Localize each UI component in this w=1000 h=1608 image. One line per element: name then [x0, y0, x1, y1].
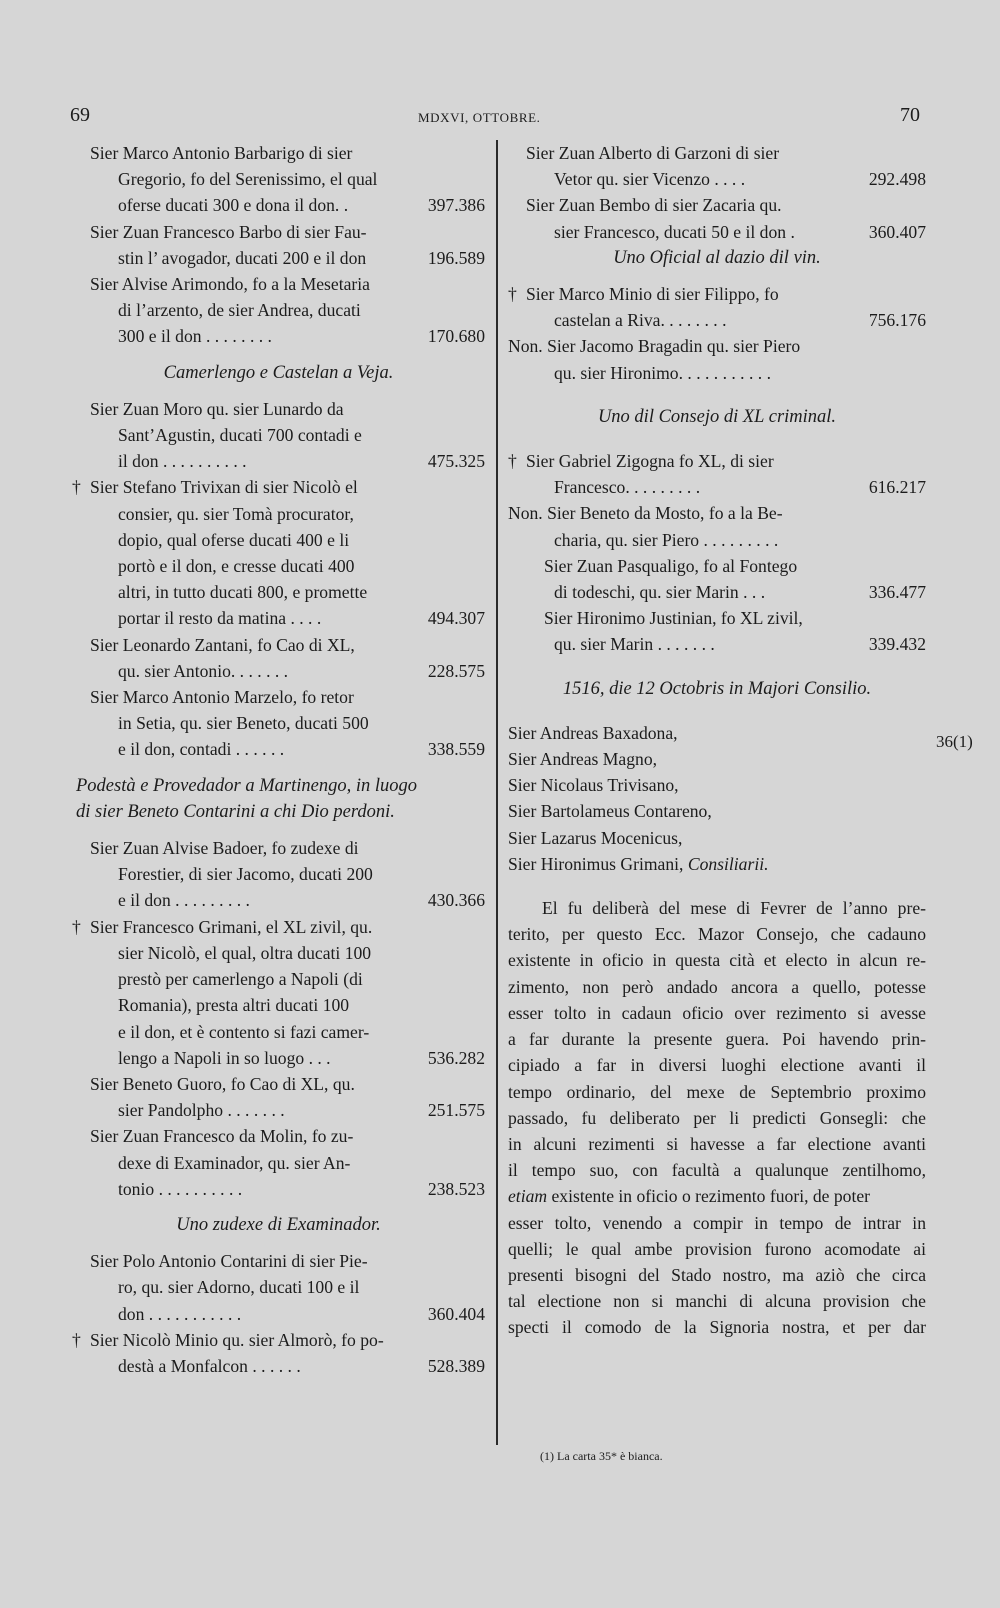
entry: [72, 140, 485, 219]
text-line: [508, 631, 926, 657]
entry: [72, 1123, 485, 1202]
text-line: Non. Sier Jacomo Bragadin qu. sier Piero: [508, 336, 801, 357]
text-line: presenti bisogni del Stado nostro, ma aziò che circa: [508, 1264, 926, 1285]
section-heading: Camerlengo e Castelan a Veja.: [163, 362, 394, 383]
vote-count: 251.575: [427, 1100, 485, 1121]
text-line: Sier Beneto Guoro, fo Cao di XL, qu.: [90, 1073, 355, 1094]
line-text: tonio . . . . . . . . . .: [118, 1178, 243, 1199]
text-line: sier Nicolò, el qual, oltra ducati 100: [118, 942, 372, 963]
line-text: Sier Marco Minio di sier Filippo, fo: [526, 284, 779, 305]
dagger-mark: †: [508, 451, 517, 472]
text-line: esser tolto, venendo a compir in tempo de intrar in: [508, 1212, 926, 1233]
entry: [508, 605, 926, 657]
text-line: [72, 1353, 485, 1379]
text-line: Romania), presta altri ducati 100: [118, 995, 350, 1016]
entry: [72, 271, 485, 350]
vote-count: 756.176: [868, 310, 926, 331]
line-text: portar il resto da matina . . . .: [118, 608, 322, 629]
text-line: dexe di Examinador, qu. sier An-: [118, 1152, 351, 1173]
entry: [508, 500, 926, 552]
vote-count: 475.325: [427, 451, 485, 472]
vote-count: 338.559: [427, 739, 485, 760]
vote-count: 170.680: [427, 326, 485, 347]
line-text: Sier Hironimus Grimani,: [508, 853, 688, 874]
vote-count: 397.386: [427, 195, 485, 216]
vote-count: 336.477: [868, 582, 926, 603]
section-heading: 1516, die 12 Octobris in Majori Consilio.: [562, 678, 872, 699]
line-text: Sier Stefano Trivixan di sier Nicolò el: [90, 477, 358, 498]
entry: [72, 1248, 485, 1327]
vote-count: 196.589: [427, 247, 485, 268]
text-line: in alcuni rezimenti si havesse a far electione avanti: [508, 1133, 926, 1154]
text-line: [72, 1045, 485, 1071]
text-line: portò e il don, e cresse ducati 400: [118, 556, 355, 577]
text-line: [72, 1301, 485, 1327]
text-line: [508, 219, 926, 245]
text-line: cipiado a far in diversi luoghi electione avanti il: [508, 1055, 926, 1076]
text-line: specti il comodo de la Signoria nostra, et per dar: [508, 1317, 926, 1338]
text-line: [72, 914, 485, 940]
councillor-name: Sier Bartolameus Contareno,: [508, 801, 712, 822]
text-line: passado, fu deliberato per li predicti Gonsegli: che: [508, 1107, 926, 1128]
text-line: Sier Zuan Alberto di Garzoni di sier: [526, 143, 780, 163]
text-line: [508, 448, 926, 474]
councillor-name: Sier Nicolaus Trivisano,: [508, 775, 679, 796]
text-line: altri, in tutto ducati 800, e promette: [118, 582, 368, 603]
vote-count: 360.404: [427, 1303, 485, 1324]
text-line: Forestier, di sier Jacomo, ducati 200: [118, 864, 373, 885]
entry: [72, 914, 485, 1071]
text-line: [72, 448, 485, 474]
line-text: di todeschi, qu. sier Marin . . .: [554, 582, 766, 603]
text-line: Sier Zuan Bembo di sier Zacaria qu.: [526, 195, 782, 216]
text-line: tempo ordinario, del mexe de Septembrio proximo: [508, 1081, 926, 1102]
text-line: [72, 1176, 485, 1202]
text-line: Sier Zuan Francesco Barbo di sier Fau-: [90, 221, 367, 242]
entry: [72, 684, 485, 763]
text-line: prestò per camerlengo a Napoli (di: [118, 969, 363, 990]
line-text: Sier Francesco Grimani, el XL zivil, qu.: [90, 916, 373, 937]
text-line: e il don, et è contento si fazi camer-: [118, 1021, 370, 1042]
italic-text: etiam: [508, 1186, 548, 1207]
text-line: Gregorio, fo del Serenissimo, el qual: [118, 169, 378, 190]
text-line: [72, 323, 485, 349]
text-line: [72, 192, 485, 218]
body-paragraph: [508, 895, 926, 1340]
running-title: MDXVI, OTTOBRE.: [418, 110, 541, 125]
text-line: [72, 658, 485, 684]
line-text: sier Pandolpho . . . . . . .: [118, 1100, 285, 1121]
section-heading: Uno Oficial al dazio dil vin.: [613, 247, 821, 268]
line-text: don . . . . . . . . . . .: [118, 1303, 242, 1324]
dagger-mark: †: [508, 284, 517, 305]
text-line: El fu deliberà del mese di Fevrer de l’anno pre-: [542, 898, 926, 919]
section-heading: Podestà e Provedador a Martinengo, in luogo: [76, 775, 418, 796]
text-line: il tempo suo, con facultà a qualunque zentilhomo,: [508, 1160, 926, 1181]
text-line: charia, qu. sier Piero . . . . . . . . .: [554, 529, 779, 550]
text-line: Sier Marco Antonio Barbarigo di sier: [90, 143, 353, 163]
text-line: di l’arzento, de sier Andrea, ducati: [118, 300, 361, 321]
text-line: ro, qu. sier Adorno, ducati 100 e il: [118, 1277, 360, 1298]
vote-count: 228.575: [427, 660, 485, 681]
text-line: [72, 605, 485, 631]
footnote: (1) La carta 35* è bianca.: [540, 1449, 663, 1463]
councillor-name: Sier Andreas Magno,: [508, 749, 658, 770]
text-line: [72, 736, 485, 762]
text-line: [508, 1183, 926, 1209]
text-line: Sier Polo Antonio Contarini di sier Pie-: [90, 1251, 368, 1272]
line-text: e il don . . . . . . . . .: [118, 890, 250, 911]
entry: [72, 219, 485, 271]
entry: [508, 448, 926, 500]
text-line: in Setia, qu. sier Beneto, ducati 500: [118, 713, 369, 734]
vote-count: 238.523: [427, 1178, 485, 1199]
text-line: Sier Zuan Pasqualigo, fo al Fontego: [544, 555, 798, 576]
italic-text: Consiliarii.: [687, 853, 769, 874]
text-line: quelli; le qual ambe provision furono acomodate ai: [508, 1238, 926, 1259]
line-text: il don . . . . . . . . . .: [118, 451, 247, 472]
page-number-left: 69: [70, 104, 90, 126]
entry: [72, 396, 485, 475]
text-line: [72, 1327, 485, 1353]
text-line: existente in oficio in questa cità et electo in alcun re-: [508, 950, 926, 971]
entry: [508, 553, 926, 605]
text-line: [508, 281, 926, 307]
line-text: e il don, contadi . . . . . .: [118, 739, 285, 760]
line-text: existente in oficio o rezimento fuori, de poter: [547, 1186, 871, 1207]
entry: [508, 333, 926, 385]
vote-count: 616.217: [868, 477, 926, 498]
section-heading: Uno zudexe di Examinador.: [176, 1214, 381, 1235]
text-line: Sier Leonardo Zantani, fo Cao di XL,: [90, 634, 355, 655]
text-line: [72, 245, 485, 271]
vote-count: 360.407: [868, 221, 926, 242]
text-line: Sier Hironimo Justinian, fo XL zivil,: [544, 608, 803, 629]
text-line: Sier Marco Antonio Marzelo, fo retor: [90, 687, 354, 708]
entry: [508, 281, 926, 333]
line-text: Francesco. . . . . . . . .: [554, 477, 701, 498]
entry: [508, 140, 926, 192]
section-heading: di sier Beneto Contarini a chi Dio perdoni.: [76, 801, 395, 822]
text-line: [72, 1097, 485, 1123]
dagger-mark: †: [72, 916, 81, 937]
text-line: [508, 166, 926, 192]
vote-count: 536.282: [427, 1047, 485, 1068]
text-line: Sier Zuan Moro qu. sier Lunardo da: [90, 398, 344, 419]
text-line: [72, 474, 485, 500]
line-text: castelan a Riva. . . . . . . .: [554, 310, 727, 331]
text-line: terito, per questo Ecc. Mazor Consejo, che cadauno: [508, 924, 926, 945]
section-heading: Uno dil Consejo di XL criminal.: [597, 406, 837, 427]
entry: [508, 192, 926, 244]
text-line: a far durante la presente guera. Poi havendo prin-: [508, 1029, 926, 1050]
text-line: zimento, non però andado ancora a quello, potesse: [508, 976, 926, 997]
vote-count: 528.389: [427, 1355, 485, 1376]
text-line: qu. sier Hironimo. . . . . . . . . . .: [554, 362, 771, 383]
line-text: lengo a Napoli in so luogo . . .: [118, 1047, 331, 1068]
text-line: dopio, qual oferse ducati 400 e li: [118, 529, 350, 550]
text-line: Sier Zuan Francesco da Molin, fo zu-: [90, 1126, 354, 1147]
text-line: [508, 307, 926, 333]
councillor-name: [508, 851, 926, 877]
entry: [72, 474, 485, 631]
line-text: Sier Nicolò Minio qu. sier Almorò, fo po-: [90, 1329, 384, 1350]
line-text: stin l’ avogador, ducati 200 e il don: [118, 247, 367, 268]
page-header: [0, 104, 1000, 134]
line-text: qu. sier Marin . . . . . . .: [554, 634, 715, 655]
vote-count: 292.498: [868, 169, 926, 190]
text-line: [508, 474, 926, 500]
margin-note: 36(1): [936, 732, 973, 751]
text-line: esser tolto in cadaun oficio over rezimento si avesse: [508, 1002, 926, 1023]
text-line: Sant’Agustin, ducati 700 contadi e: [118, 425, 362, 446]
councillor-name: Sier Andreas Baxadona,: [508, 722, 678, 743]
line-text: Sier Gabriel Zigogna fo XL, di sier: [526, 451, 774, 472]
text-line: Sier Zuan Alvise Badoer, fo zudexe di: [90, 838, 359, 859]
line-text: qu. sier Antonio. . . . . . .: [118, 660, 289, 681]
page-number-right: 70: [900, 104, 920, 126]
text-line: tal electione non si manchi di alcuna provision che: [508, 1291, 926, 1312]
vote-count: 494.307: [427, 608, 485, 629]
entry: [72, 835, 485, 914]
entry: [72, 632, 485, 684]
text-line: Sier Alvise Arimondo, fo a la Mesetaria: [90, 274, 370, 295]
line-text: oferse ducati 300 e dona il don. .: [118, 195, 349, 216]
entry: [72, 1327, 485, 1379]
line-text: Vetor qu. sier Vicenzo . . . .: [554, 169, 746, 190]
left-column: [72, 140, 485, 1379]
text-line: [72, 887, 485, 913]
councillor-name: Sier Lazarus Mocenicus,: [508, 827, 683, 848]
text-line: consier, qu. sier Tomà procurator,: [118, 503, 354, 524]
text-line: Non. Sier Beneto da Mosto, fo a la Be-: [508, 503, 783, 524]
right-column: [508, 140, 926, 1341]
line-text: 300 e il don . . . . . . . .: [118, 326, 272, 347]
vote-count: 339.432: [868, 634, 926, 655]
vote-count: 430.366: [427, 890, 485, 911]
dagger-mark: †: [72, 477, 81, 498]
line-text: destà a Monfalcon . . . . . .: [118, 1355, 301, 1376]
text-line: [508, 579, 926, 605]
line-text: sier Francesco, ducati 50 e il don .: [554, 221, 795, 242]
entry: [72, 1071, 485, 1123]
column-divider: [496, 140, 498, 1445]
dagger-mark: †: [72, 1329, 81, 1350]
